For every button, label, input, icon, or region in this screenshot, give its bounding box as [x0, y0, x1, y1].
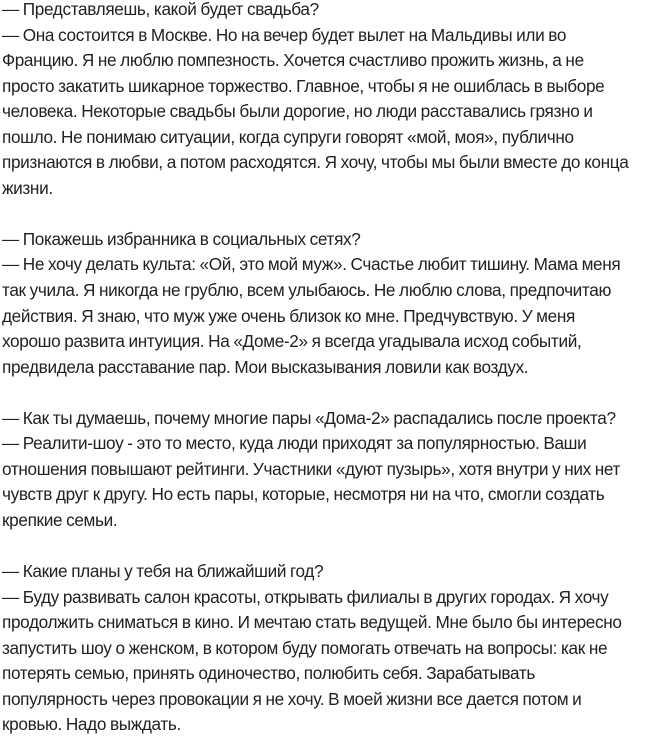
answer-line: жизни. — [2, 177, 53, 198]
qa-block-social-networks — [2, 227, 670, 380]
question-line: — Какие планы у тебя на ближайший год? — [2, 561, 324, 582]
answer-line: — Буду развивать салон красоты, открывать филиалы в других городах. Я хочу — [2, 586, 609, 607]
answer-line: хорошо развита интуиция. На «Доме-2» я всегда угадывала исход событий, — [2, 331, 582, 352]
question-line: — Покажешь избранника в социальных сетях? — [2, 228, 361, 249]
answer-line: — Не хочу делать культа: «Ой, это мой муж». Счастье любит тишину. Мама меня — [2, 254, 621, 275]
answer-line: так учила. Я никогда не грублю, всем улыбаюсь. Не люблю слова, предпочитаю — [2, 280, 611, 301]
answer-line: кровью. Надо выждать. — [2, 714, 181, 735]
question-line: — Представляешь, какой будет свадьба? — [2, 0, 319, 19]
answer-line: признаются в любви, а потом расходятся. Я хочу, чтобы мы были вместе до конца — [2, 152, 629, 173]
question-line: — Как ты думаешь, почему многие пары «Дома-2» распадались после проекта? — [2, 407, 616, 428]
answer-line: потерять семью, принять одиночество, полюбить себя. Зарабатывать — [2, 663, 535, 684]
answer-line: предвидела расставание пар. Мои высказывания ловили как воздух. — [2, 356, 529, 377]
answer-line: действия. Я знаю, что муж уже очень близок ко мне. Предчувствую. У меня — [2, 305, 575, 326]
qa-block-wedding — [2, 0, 670, 201]
answer-line: популярность через провокации я не хочу. В моей жизни все дается потом и — [2, 688, 582, 709]
answer-line: запустить шоу о женском, в котором буду помогать отвечать на вопросы: как не — [2, 637, 608, 658]
qa-block-couples — [2, 406, 670, 534]
answer-line: продолжить сниматься в кино. И мечтаю стать ведущей. Мне было бы интересно — [2, 612, 622, 633]
answer-line: отношения повышают рейтинги. Участники «дуют пузырь», хотя внутри у них нет — [2, 458, 621, 479]
qa-block-plans — [2, 559, 670, 738]
answer-line: просто закатить шикарное торжество. Главное, чтобы я не ошиблась в выборе — [2, 75, 605, 96]
answer-line: Францию. Я не люблю помпезность. Хочется счастливо прожить жизнь, а не — [2, 50, 584, 71]
answer-line: пошло. Не понимаю ситуации, когда супруги говорят «мой, моя», публично — [2, 126, 574, 147]
answer-line: крепкие семьи. — [2, 509, 118, 530]
answer-line: — Реалити-шоу - это то место, куда люди приходят за популярностью. Ваши — [2, 433, 587, 454]
answer-line: человека. Некоторые свадьбы были дорогие, но люди расставались грязно и — [2, 101, 593, 122]
answer-line: — Она состоится в Москве. Но на вечер будет вылет на Мальдивы или во — [2, 24, 567, 45]
answer-line: чувств друг к другу. Но есть пары, которые, несмотря ни на что, смогли создать — [2, 484, 605, 505]
